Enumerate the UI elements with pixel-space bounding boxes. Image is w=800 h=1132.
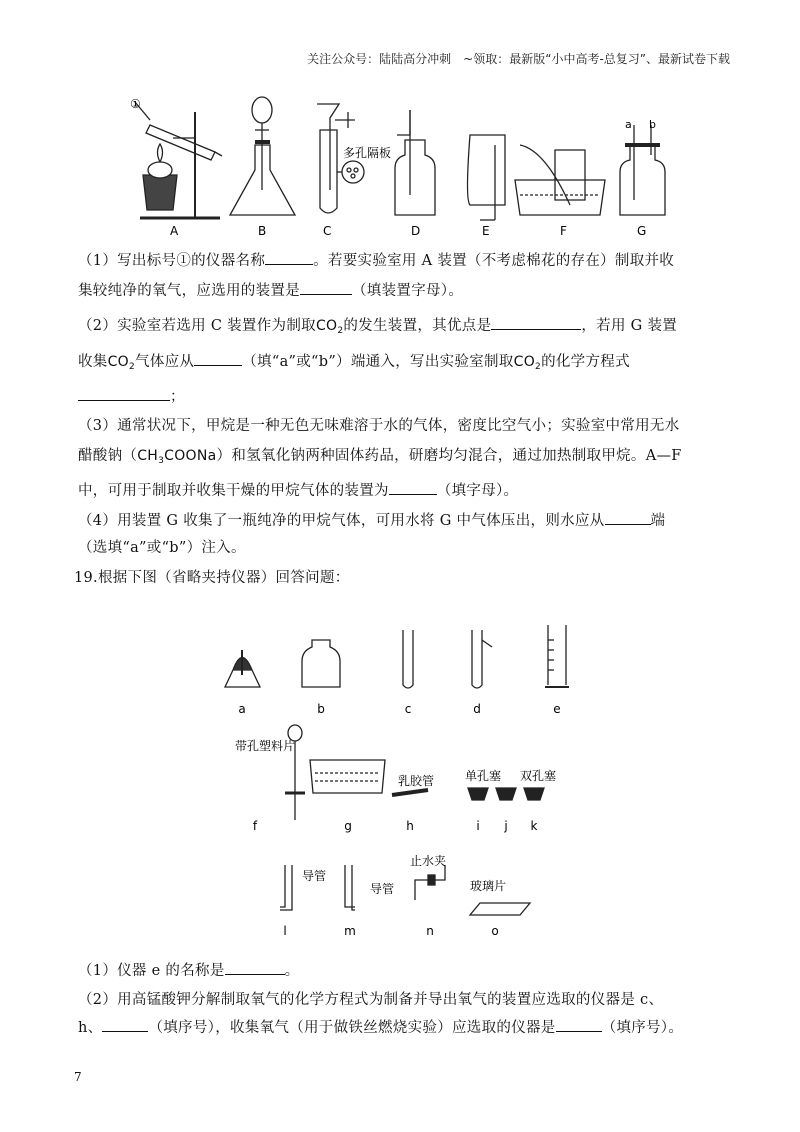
q19-line-2: （2）用高锰酸钾分解制取氧气的化学方程式为制备并导出氧气的装置应选取的仪器是 c、 <box>78 992 664 1008</box>
text-tube-1: 导管 <box>302 869 327 883</box>
q19-line-3: h、 （填序号），收集氧气（用于做铁丝燃烧实验）应选取的仪器是 （填序号）。 <box>78 1017 683 1038</box>
q18-line-10: （选填“a”或“b”）注入。 <box>78 540 246 556</box>
label-o: o <box>491 924 499 938</box>
label-c: c <box>404 702 412 716</box>
text-plastic-plate: 带孔塑料片 <box>235 739 296 753</box>
q18-line-7: 醋酸钠$(CH_3COONa)$和氢氧化钠两种固体药品，研磨均匀混合，通过加热制取甲烷。A—F <box>78 448 682 466</box>
label-m: m <box>344 924 356 938</box>
label-i: i <box>476 819 480 833</box>
g-port-a: a <box>625 118 632 131</box>
answer-blank[interactable] <box>265 250 313 265</box>
formula-co2: $CO_2$ <box>107 354 136 372</box>
page-header: 关注公众号：陆陆高分冲刺 ~领取：最新版“小中高考-总复习”、最新试卷下载 <box>307 52 730 66</box>
label-c: C <box>323 224 332 238</box>
label-g: g <box>344 819 352 833</box>
answer-blank[interactable] <box>78 386 170 401</box>
label-j: j <box>504 819 508 833</box>
label-e: E <box>482 224 490 238</box>
g-port-b: b <box>649 118 656 131</box>
answer-blank[interactable] <box>194 351 242 366</box>
text-double-hole-stopper: 双孔塞 <box>520 769 557 783</box>
label-b: b <box>317 702 325 716</box>
q18-line-5: ； <box>78 386 185 407</box>
text-rubber-tube: 乳胶管 <box>398 774 435 788</box>
label-f: F <box>560 224 567 238</box>
figure-apparatus-a-to-g <box>125 90 670 240</box>
label-n: n <box>426 924 434 938</box>
q18-line-3: （2）实验室若选用 C 装置作为制取$CO_2$的发生装置，其优点是 ，若用 G 装置 <box>78 315 677 341</box>
callout-1: ① <box>130 97 141 111</box>
label-k: k <box>530 819 538 833</box>
q18-line-9: （4）用装置 G 收集了一瓶纯净的甲烷气体，可用水将 G 中气体压出，则水应从 端 <box>78 510 665 531</box>
label-f: f <box>252 819 258 833</box>
formula-co2: $CO_2$ <box>513 354 542 372</box>
label-h: h <box>406 819 414 833</box>
q19-line-1: （1）仪器 e 的名称是 。 <box>78 960 299 981</box>
text-tube-2: 导管 <box>370 882 395 896</box>
label-a: A <box>170 224 179 238</box>
text-water-clamp: 止水夹 <box>410 854 447 868</box>
answer-blank[interactable] <box>491 315 581 330</box>
q18-line-8: 中，可用于制取并收集干燥的甲烷气体的装置为 （填字母）。 <box>78 480 518 501</box>
answer-blank[interactable] <box>605 510 651 525</box>
answer-blank[interactable] <box>300 280 352 295</box>
label-d: d <box>473 702 481 716</box>
label-e: e <box>553 702 561 716</box>
figure-instruments-a-to-o <box>220 625 590 945</box>
label-a: a <box>238 702 246 716</box>
answer-blank[interactable] <box>102 1017 148 1032</box>
text-glass-slide: 玻璃片 <box>470 879 507 893</box>
q18-line-2: 集较纯净的氧气，应选用的装置是 （填装置字母）。 <box>78 280 463 301</box>
answer-blank[interactable] <box>389 480 437 495</box>
formula-co2: $CO_2$ <box>315 318 344 336</box>
label-d: D <box>411 224 421 238</box>
answer-blank[interactable] <box>556 1017 602 1032</box>
answer-blank[interactable] <box>225 960 285 975</box>
text-single-hole-stopper: 单孔塞 <box>465 769 502 783</box>
q19-title: 19.根据下图（省略夹持仪器）回答问题： <box>74 570 350 586</box>
label-l: l <box>283 924 287 938</box>
q18-line-4: 收集$CO_2$气体应从 （填“a”或“b”）端通入，写出实验室制取$CO_2$的化学方程式 <box>78 351 630 377</box>
formula-ch3coona: $CH_3COONa$ <box>137 448 217 466</box>
page-number: 7 <box>74 1070 82 1084</box>
label-g: G <box>637 224 647 238</box>
q18-line-6: （3）通常状况下，甲烷是一种无色无味难溶于水的气体，密度比空气小；实验室中常用无水 <box>78 418 680 434</box>
label-b: B <box>258 224 267 238</box>
q18-line-1: （1）写出标号①的仪器名称 。若要实验室用 A 装置（不考虑棉花的存在）制取并收 <box>78 250 674 271</box>
porous-board-label: 多孔隔板 <box>343 146 392 160</box>
